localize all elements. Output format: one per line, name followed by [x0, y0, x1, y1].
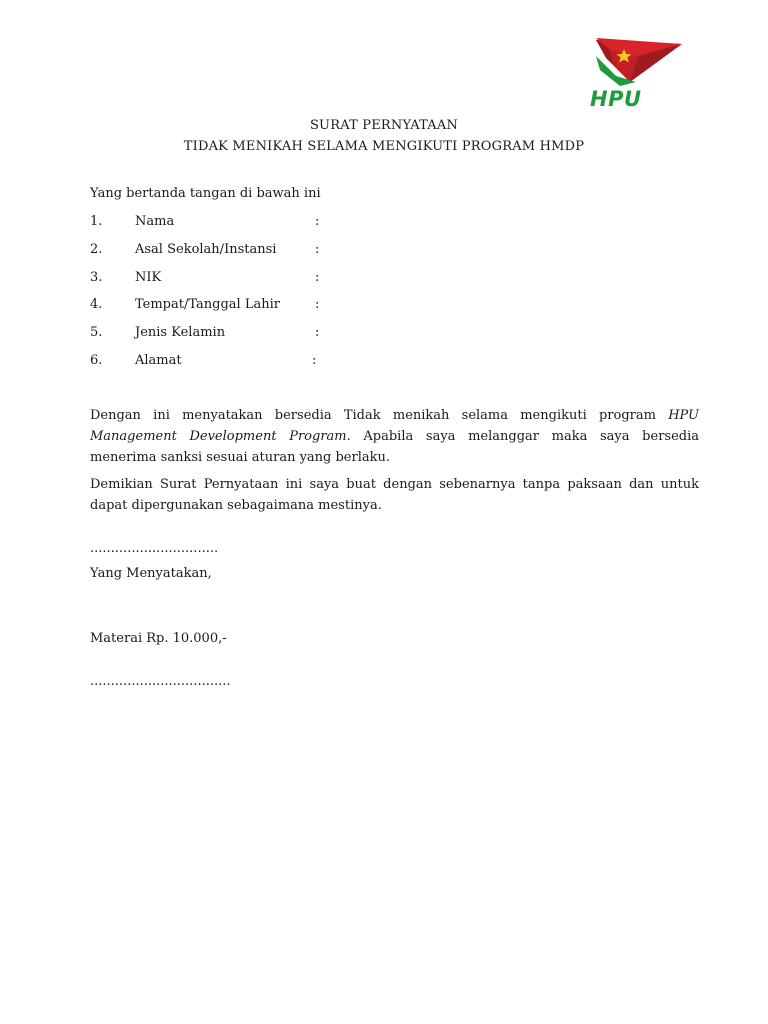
field-number: 3.: [90, 269, 103, 285]
document-title: SURAT PERNYATAAN: [309, 118, 459, 133]
field-label: Nama: [135, 214, 175, 229]
intro-text: Yang bertanda tangan di bawah ini: [90, 186, 321, 201]
field-label: Tempat/Tanggal Lahir: [135, 297, 280, 313]
document-subtitle: TIDAK MENIKAH SELAMA MENGIKUTI PROGRAM HMDP: [183, 139, 585, 154]
field-row-gender: [90, 325, 690, 353]
field-row-birth: [90, 297, 690, 325]
closing-paragraph: Demikian Surat Pernyataan ini saya buat dengan sebenarnya tanpa paksaan dan untuk dapat dipergunakan sebagaimana mestinya.: [90, 477, 699, 513]
field-label: NIK: [135, 269, 162, 285]
statement-paragraph: [90, 405, 699, 468]
field-number: 4.: [90, 297, 103, 313]
field-colon: :: [315, 241, 320, 257]
place-date-line: ...............................: [90, 541, 219, 556]
field-row-name: [90, 214, 690, 242]
statement-text: Dengan ini menyatakan bersedia Tidak menikah selama mengikuti program: [90, 408, 669, 423]
field-number: 1.: [90, 214, 103, 229]
field-row-nik: [90, 270, 690, 298]
field-label: Jenis Kelamin: [135, 325, 226, 341]
statement-text-end: . Apabila saya melanggar maka saya bersedia menerima sanksi sesuai aturan yang berlaku.: [90, 429, 699, 465]
field-number: 2.: [90, 241, 103, 257]
materai-label: Materai Rp. 10.000,-: [90, 631, 227, 646]
identity-fields: [90, 214, 690, 381]
field-label: Alamat: [135, 352, 182, 368]
field-colon: :: [315, 269, 320, 285]
field-row-address: [90, 353, 690, 381]
hpu-flag-emblem: [590, 36, 686, 92]
signer-label: Yang Menyatakan,: [90, 566, 212, 581]
program-name: HPU Management Development Program: [90, 408, 699, 444]
signature-line: ..................................: [90, 674, 231, 689]
field-colon: :: [315, 325, 320, 341]
field-colon: :: [315, 214, 320, 229]
field-colon: :: [312, 352, 317, 368]
logo-wordmark: HPU: [590, 87, 642, 111]
field-colon: :: [315, 297, 320, 313]
field-label: Asal Sekolah/Instansi: [135, 241, 277, 257]
field-number: 5.: [90, 325, 103, 341]
field-number: 6.: [90, 352, 103, 368]
hpu-logo: [590, 36, 686, 112]
field-row-school: [90, 242, 690, 270]
